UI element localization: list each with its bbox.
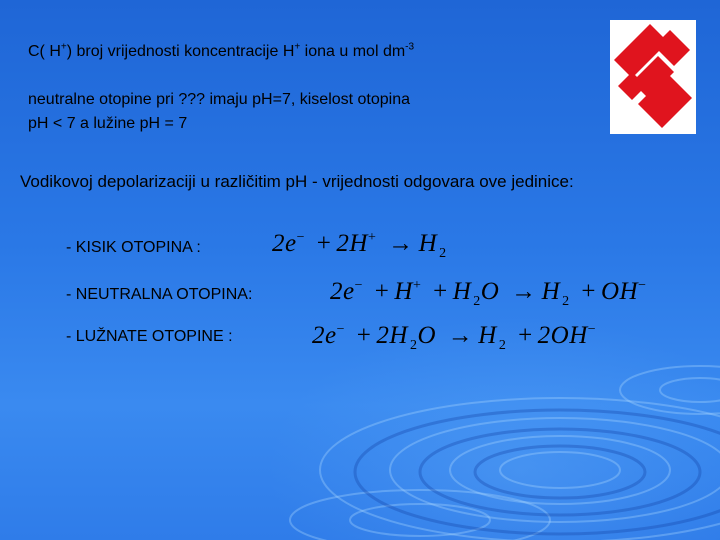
red-s-logo-icon xyxy=(610,20,696,134)
row-label-alkaline: - LUŽNATE OTOPINE : xyxy=(66,328,233,345)
neutral-solution-text: neutralne otopine pri ??? imaju pH=7, kiselost otopina xyxy=(28,91,411,108)
equation-alkaline: 2e− + 2H $_2$O → H $_2$ + 2OH− xyxy=(312,322,597,353)
intro-text: Vodikovoj depolarizaciji u različitim pH - vrijednosti odgovara ove jedinice: xyxy=(20,172,574,191)
reaction-arrow-icon: → xyxy=(447,322,474,349)
concentration-definition: C( H+) broj vrijednosti koncentracije H+ iona u mol $dm^{-3}$ xyxy=(28,41,415,60)
reaction-arrow-icon: → xyxy=(388,230,414,257)
equation-acidic: 2e− + 2H+ → H $_2$ xyxy=(272,230,447,261)
acidity-text: pH < 7 a lužine pH = 7 xyxy=(28,115,188,132)
row-label-acidic: - KISIK OTOPINA : xyxy=(66,239,201,256)
logo xyxy=(610,20,696,134)
row-label-neutral: - NEUTRALNA OTOPINA: xyxy=(66,286,253,303)
equation-neutral: 2e− + H+ + H $_2$O → H $_2$ + OH− xyxy=(330,278,647,309)
reaction-arrow-icon: → xyxy=(511,278,537,305)
